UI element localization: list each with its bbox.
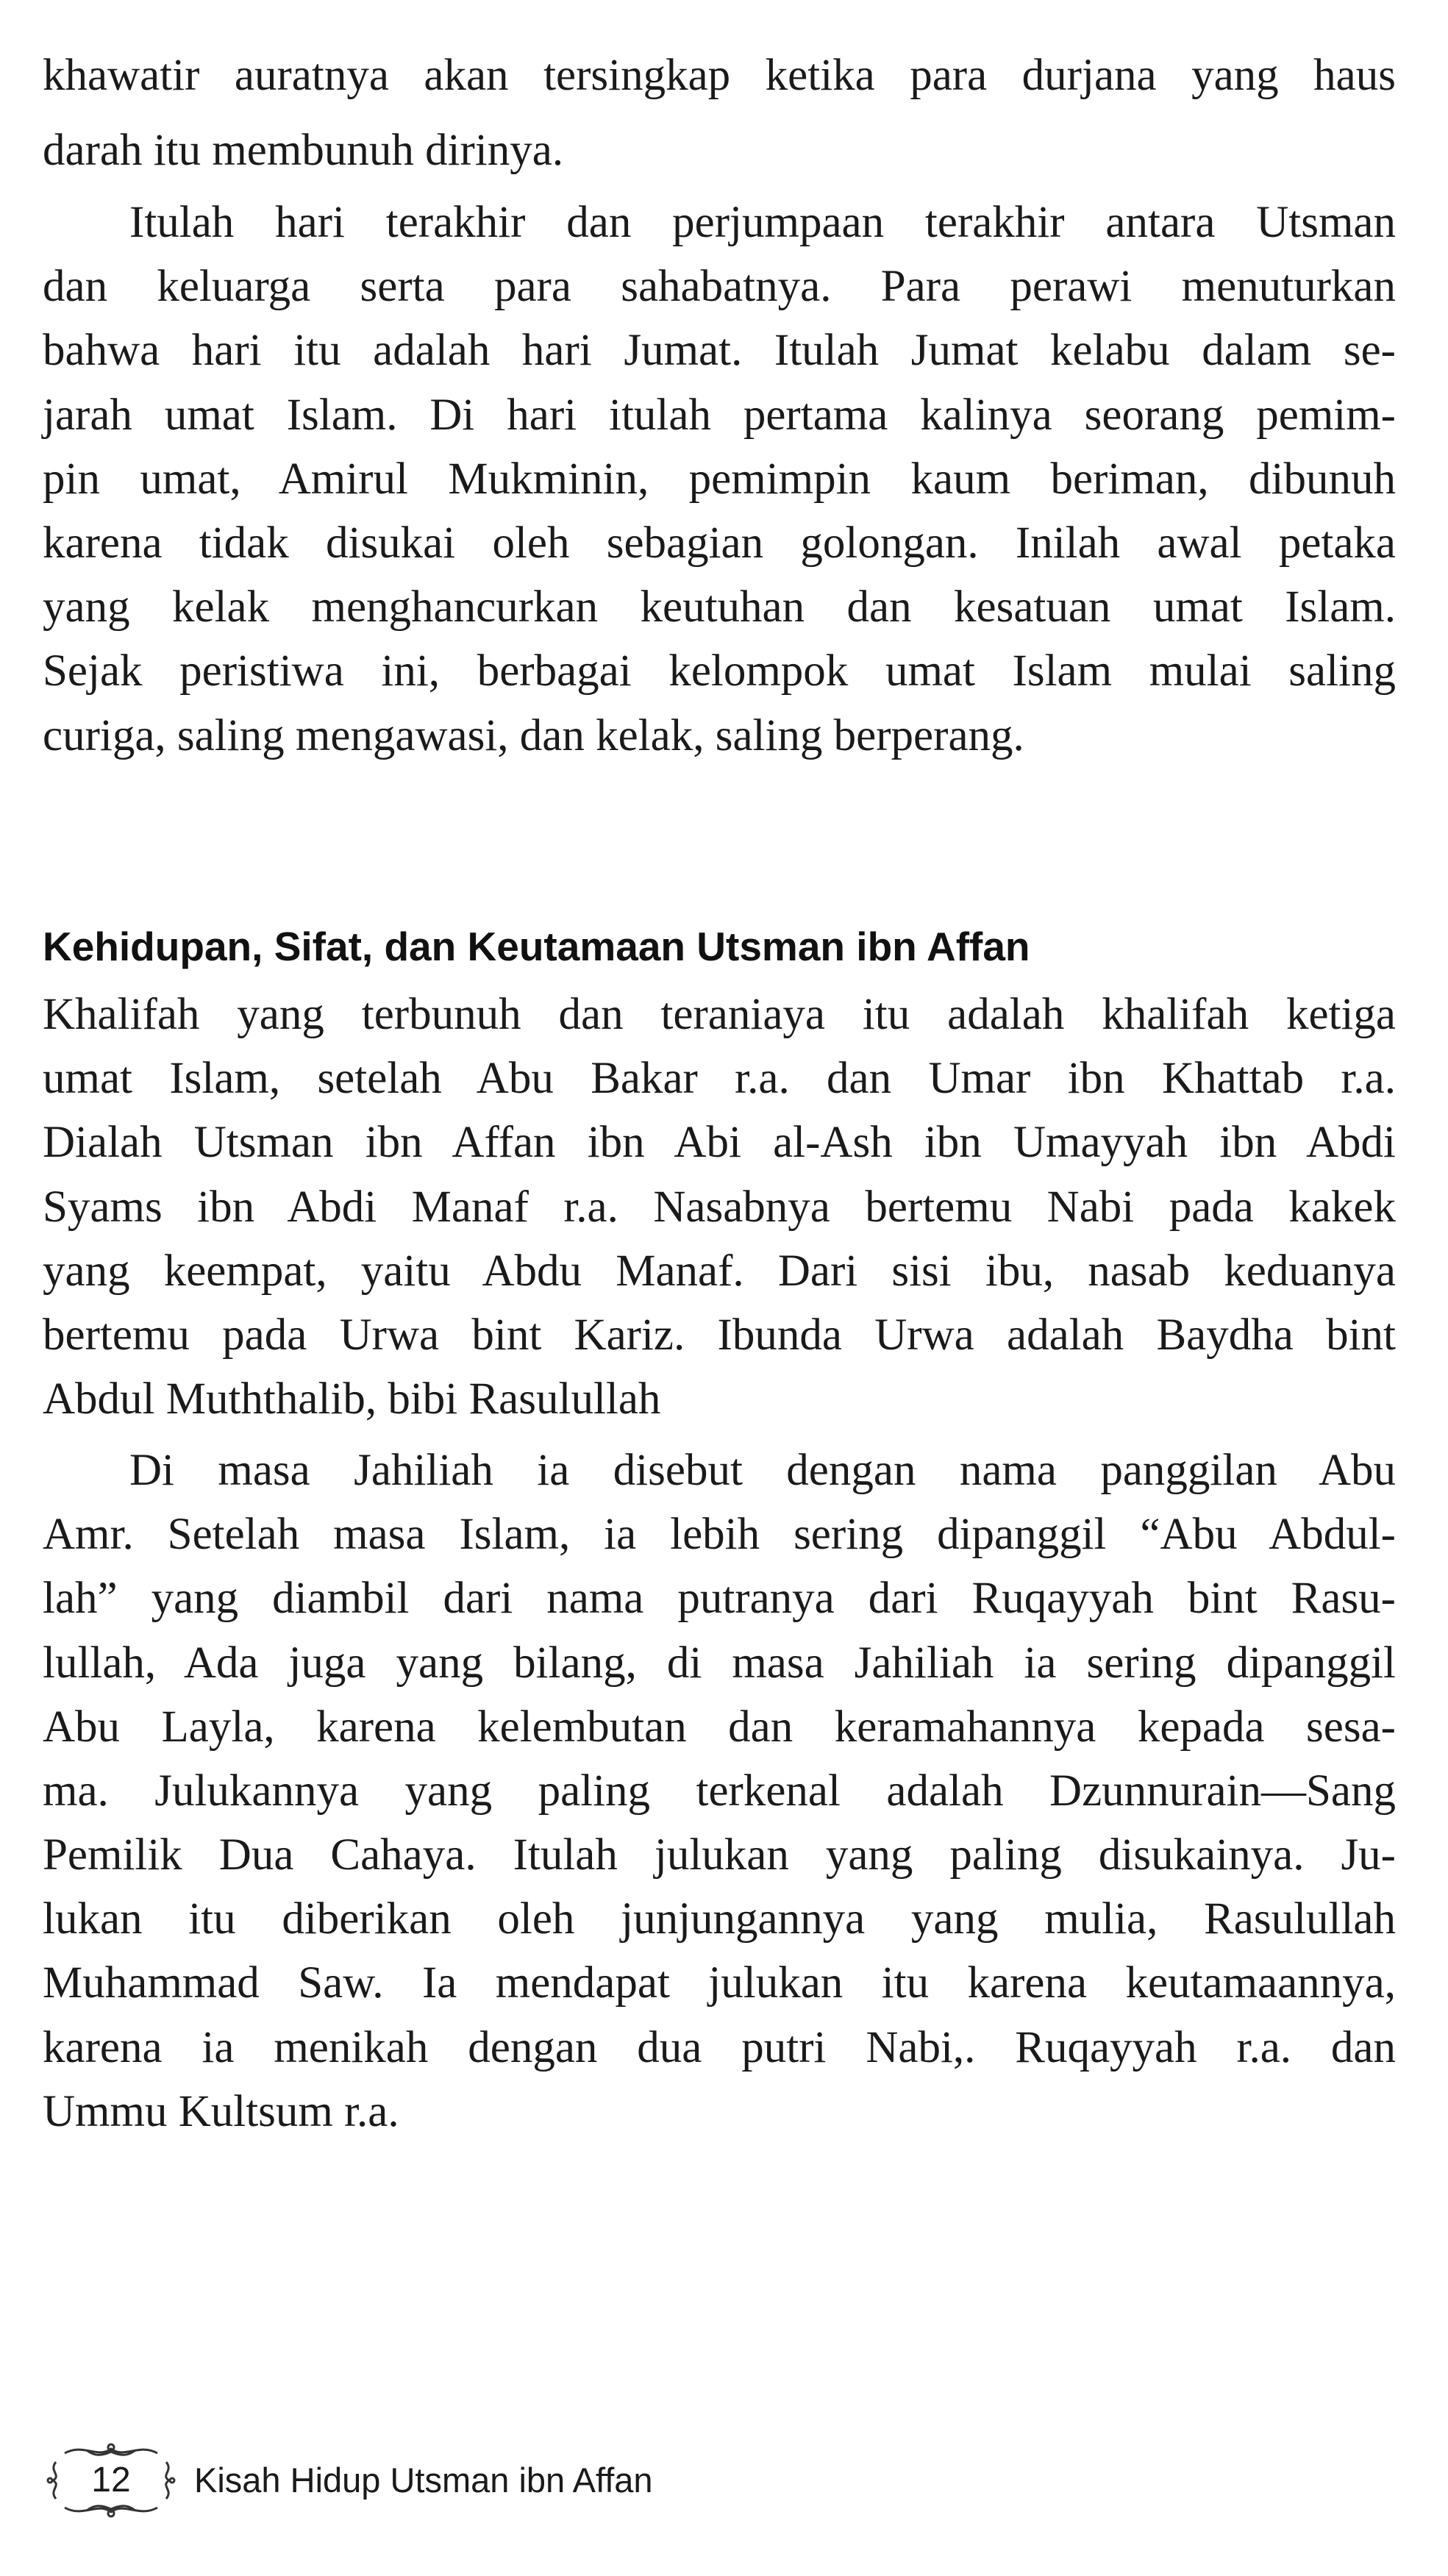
text-line: Di masa Jahiliah ia disebut dengan nama panggilan Abu	[129, 1446, 1396, 1495]
text-line: Ummu Kultsum r.a.	[43, 2087, 399, 2136]
text-line: karena ia menikah dengan dua putri Nabi,. Ruqayyah r.a. dan	[43, 2023, 1396, 2072]
text-line: yang keempat, yaitu Abdu Manaf. Dari sisi ibu, nasab keduanya	[43, 1246, 1396, 1296]
running-title: Kisah Hidup Utsman ibn Affan	[194, 2461, 653, 2500]
text-line: karena tidak disukai oleh sebagian golongan. Inilah awal petaka	[43, 518, 1396, 568]
text-line: dan keluarga serta para sahabatnya. Para perawi menuturkan	[43, 262, 1396, 311]
text-line: lullah, Ada juga yang bilang, di masa Jahiliah ia sering dipanggil	[43, 1638, 1396, 1688]
page-footer	[43, 2440, 653, 2521]
text-line: umat Islam, setelah Abu Bakar r.a. dan Umar ibn Khattab r.a.	[43, 1054, 1396, 1103]
text-line: Dialah Utsman ibn Affan ibn Abi al-Ash ibn Umayyah ibn Abdi	[43, 1118, 1396, 1167]
text-line: Muhammad Saw. Ia mendapat julukan itu karena keutamaannya,	[43, 1958, 1396, 2008]
text-line: Amr. Setelah masa Islam, ia lebih sering dipanggil “Abu Abdul-	[43, 1510, 1396, 1559]
text-line: lah” yang diambil dari nama putranya dari Ruqayyah bint Rasu-	[43, 1574, 1396, 1623]
text-line: yang kelak menghancurkan keutuhan dan kesatuan umat Islam.	[43, 582, 1396, 632]
text-line: Khalifah yang terbunuh dan teraniaya itu adalah khalifah ketiga	[43, 990, 1396, 1039]
text-line: darah itu membunuh dirinya.	[43, 126, 564, 175]
text-line: Sejak peristiwa ini, berbagai kelompok umat Islam mulai saling	[43, 646, 1396, 696]
text-line: bertemu pada Urwa bint Kariz. Ibunda Urwa adalah Baydha bint	[43, 1310, 1396, 1360]
text-line: ma. Julukannya yang paling terkenal adalah Dzunnurain—Sang	[43, 1766, 1396, 1816]
text-line: curiga, saling mengawasi, dan kelak, saling berperang.	[43, 711, 1024, 760]
text-line: Abdul Muththalib, bibi Rasulullah	[43, 1374, 661, 1424]
text-line: Syams ibn Abdi Manaf r.a. Nasabnya bertemu Nabi pada kakek	[43, 1182, 1396, 1232]
text-line: Abu Layla, karena kelembutan dan keramahannya kepada sesa-	[43, 1702, 1396, 1752]
page-number-ornament	[43, 2440, 179, 2521]
text-line: pin umat, Amirul Mukminin, pemimpin kaum beriman, dibunuh	[43, 454, 1396, 504]
text-line: jarah umat Islam. Di hari itulah pertama kalinya seorang pemim-	[43, 390, 1396, 440]
text-line: lukan itu diberikan oleh junjungannya yang mulia, Rasulullah	[43, 1894, 1396, 1944]
text-line: Pemilik Dua Cahaya. Itulah julukan yang paling disukainya. Ju-	[43, 1830, 1396, 1880]
page-number: 12	[91, 2461, 131, 2500]
text-line: khawatir auratnya akan tersingkap ketika para durjana yang haus	[43, 51, 1396, 100]
text-line: bahwa hari itu adalah hari Jumat. Itulah Jumat kelabu dalam se-	[43, 326, 1396, 375]
text-line: Itulah hari terakhir dan perjumpaan terakhir antara Utsman	[129, 198, 1396, 247]
section-heading: Kehidupan, Sifat, dan Keutamaan Utsman ibn Affan	[43, 924, 1030, 969]
